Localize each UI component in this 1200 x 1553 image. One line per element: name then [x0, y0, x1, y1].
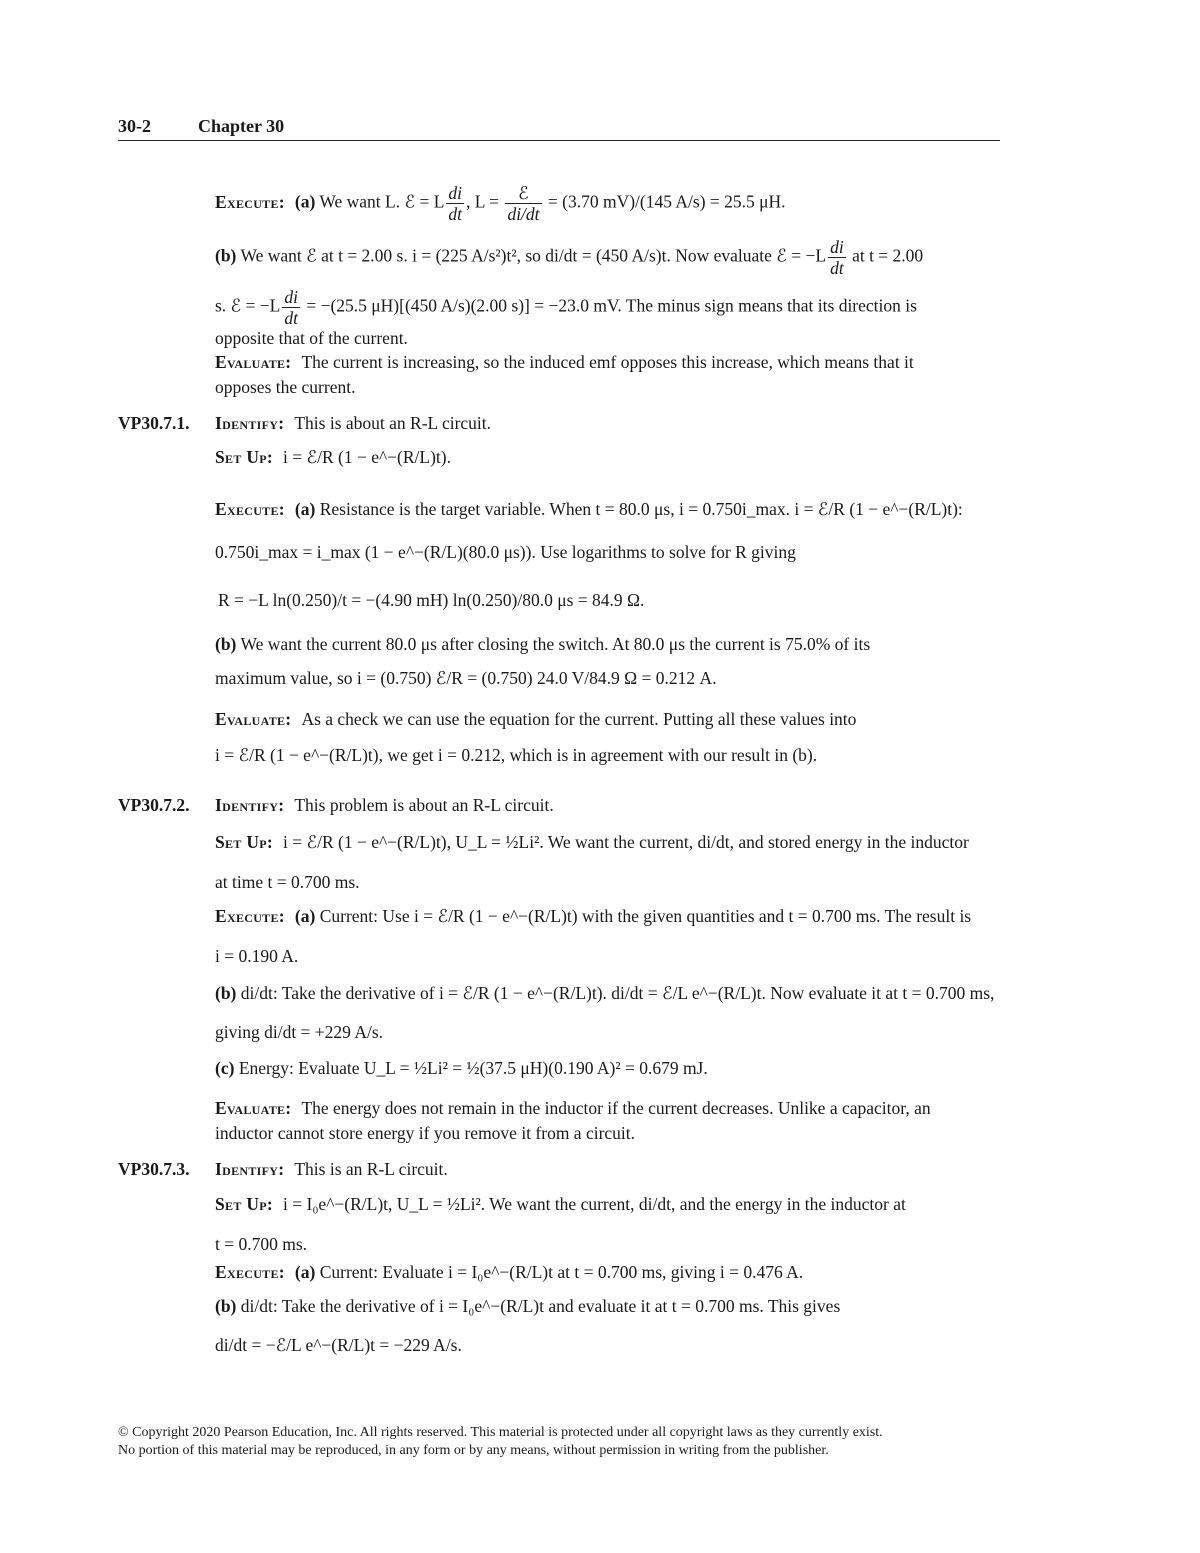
p0-execute-b-line2: s. ℰ = −L $\frac{di}{dt}$ = −(25.5 μH)[(450 A/s)(2.00 s)] = −23.0 mV. The minus sign means that its direction is	[215, 287, 917, 328]
problem-id-vp1: VP30.7.1.	[118, 413, 190, 433]
vp1-execute-a-line3: R = −L ln(0.250)/t = −(4.90 mH) ln(0.250)/80.0 μs = 84.9 Ω.	[218, 590, 645, 610]
copyright-line1: © Copyright 2020 Pearson Education, Inc. All rights reserved. This material is protected under all copyright laws as they currently exist.	[118, 1425, 883, 1440]
vp1-evaluate-line2: i = ℰ/R (1 − e^−(R/L)t), we get i = 0.212, which is in agreement with our result in (b).	[215, 745, 818, 765]
copyright-line2: No portion of this material may be reproduced, in any form or by any means, without permission in writing from the publisher.	[118, 1443, 829, 1458]
vp2-identify: Identify: This problem is about an R-L circuit.	[215, 795, 554, 815]
vp1-execute-a-line1: Execute: (a) Resistance is the target variable. When t = 80.0 μs, i = 0.750i_max. i = ℰ/R (1 − e^−(R/L)t):	[215, 499, 963, 519]
vp2-execute-a-line1: Execute: (a) Current: Use i = ℰ/R (1 − e^−(R/L)t) with the given quantities and t = 0.700 ms. The result is	[215, 906, 972, 926]
vp2-execute-c: (c) Energy: Evaluate U_L = ½Li² = ½(37.5 μH)(0.190 A)² = 0.679 mJ.	[215, 1058, 708, 1078]
vp3-setup-line2: t = 0.700 ms.	[215, 1234, 308, 1254]
vp3-execute-b-line2: di/dt = −ℰ/L e^−(R/L)t = −229 A/s.	[215, 1335, 462, 1355]
vp2-evaluate-line2: inductor cannot store energy if you remove it from a circuit.	[215, 1123, 636, 1143]
vp1-execute-b-line1: (b) We want the current 80.0 μs after closing the switch. At 80.0 μs the current is 75.0% of its	[215, 634, 871, 654]
vp3-setup-line1: Set Up: i = I₀e^−(R/L)t, U_L = ½Li². We want the current, di/dt, and the energy in the inductor at	[215, 1194, 906, 1214]
vp3-execute-a: Execute: (a) Current: Evaluate i = I₀e^−(R/L)t at t = 0.700 ms, giving i = 0.476 A.	[215, 1262, 804, 1282]
p0-execute-a: Execute: (a) We want L. ℰ = L $\frac{di}{dt}$ , L = $\frac{\text{ℰ}}{di/dt}$ = (3.70 mV)/(145 A/s) = 25.5 μH.	[215, 183, 786, 224]
vp2-execute-b-line2: giving di/dt = +229 A/s.	[215, 1022, 384, 1042]
vp1-execute-a-line2: 0.750i_max = i_max (1 − e^−(R/L)(80.0 μs)). Use logarithms to solve for R giving	[215, 542, 796, 562]
vp2-execute-b-line1: (b) di/dt: Take the derivative of i = ℰ/R (1 − e^−(R/L)t). di/dt = ℰ/L e^−(R/L)t. Now evaluate it at t = 0.700 ms,	[215, 983, 995, 1003]
vp2-evaluate-line1: Evaluate: The energy does not remain in the inductor if the current decreases. Unlike a capacitor, an	[215, 1098, 931, 1118]
p0-evaluate-line2: opposes the current.	[215, 377, 356, 397]
page-header	[118, 116, 1000, 141]
vp1-identify: Identify: This is about an R-L circuit.	[215, 413, 492, 433]
vp3-execute-b-line1: (b) di/dt: Take the derivative of i = I₀e^−(R/L)t and evaluate it at t = 0.700 ms. This gives	[215, 1296, 841, 1316]
vp1-execute-b-line2: maximum value, so i = (0.750) ℰ/R = (0.750) 24.0 V/84.9 Ω = 0.212 A.	[215, 668, 717, 688]
page-number: 30-2	[118, 116, 151, 136]
vp3-identify: Identify: This is an R-L circuit.	[215, 1159, 448, 1179]
problem-id-vp2: VP30.7.2.	[118, 795, 190, 815]
problem-id-vp3: VP30.7.3.	[118, 1159, 190, 1179]
chapter-title: Chapter 30	[198, 116, 285, 136]
vp2-setup-line1: Set Up: i = ℰ/R (1 − e^−(R/L)t), U_L = ½Li². We want the current, di/dt, and stored energy in the inductor	[215, 832, 969, 852]
p0-execute-b-line1: (b) We want ℰ at t = 2.00 s. i = (225 A/s²)t², so di/dt = (450 A/s)t. Now evaluate ℰ = −L $\frac{di}{dt}$ at t = 2.00	[215, 237, 924, 278]
p0-evaluate-line1: Evaluate: The current is increasing, so the induced emf opposes this increase, which means that it	[215, 352, 914, 372]
vp2-setup-line2: at time t = 0.700 ms.	[215, 872, 360, 892]
vp1-setup: Set Up: i = ℰ/R (1 − e^−(R/L)t).	[215, 447, 451, 467]
vp1-evaluate-line1: Evaluate: As a check we can use the equation for the current. Putting all these values into	[215, 709, 857, 729]
vp2-execute-a-line2: i = 0.190 A.	[215, 946, 299, 966]
p0-execute-b-line3: opposite that of the current.	[215, 328, 408, 348]
